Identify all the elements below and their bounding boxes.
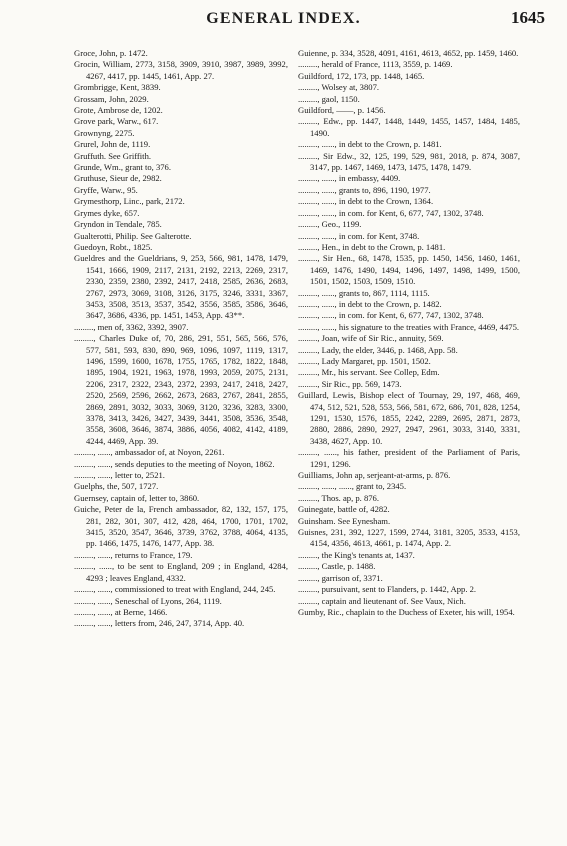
- right-index-column: [298, 48, 520, 618]
- index-entry: ........., ......, in com. for Kent, 3748.: [298, 230, 420, 241]
- index-entry: ........., Hen., in debt to the Crown, p. 1481.: [298, 241, 446, 252]
- index-entry: Guisnes, 231, 392, 1227, 1599, 2744, 3181, 3205, 3533, 4153, 4154, 4356, 4613, 4661, p. 1474, App. 2.: [298, 527, 520, 549]
- index-entry: ........., ......, commissioned to treat with England, 244, 245.: [74, 584, 276, 595]
- index-entry: ........., gaol, 1150.: [298, 93, 360, 104]
- index-entry: ........., ......, in debt to the Crown, p. 1482.: [298, 298, 442, 309]
- index-entry: Gryndon in Tendale, 785.: [74, 219, 162, 230]
- index-entry: Guernsey, captain of, letter to, 3860.: [74, 492, 200, 503]
- index-entry: Gualterotti, Philip. See Galterotte.: [74, 230, 192, 241]
- index-entry: Grossam, John, 2029.: [74, 93, 149, 104]
- index-entry: Guelphs, the, 507, 1727.: [74, 481, 159, 492]
- index-entry: ........., ......, letters from, 246, 247, 3714, App. 40.: [74, 618, 245, 629]
- index-entry: ........., Sir Ric., pp. 569, 1473.: [298, 378, 402, 389]
- index-entry: ........., ......, in debt to the Crown, 1364.: [298, 196, 434, 207]
- index-entry: ........., ......, ambassador of, at Noyon, 2261.: [74, 447, 225, 458]
- index-entry: ........., pursuivant, sent to Flanders, p. 1442, App. 2.: [298, 584, 477, 595]
- index-entry: ........., Castle, p. 1488.: [298, 561, 376, 572]
- index-entry: Grunde, Wm., grant to, 376.: [74, 162, 171, 173]
- index-entry: Gruthuse, Sieur de, 2982.: [74, 173, 162, 184]
- index-entry: ........., garrison of, 3371.: [298, 572, 383, 583]
- index-entry: ........., ......, his father, president of the Parliament of Paris, 1291, 1296.: [298, 447, 520, 469]
- index-entry: ........., Thos. ap, p. 876.: [298, 492, 380, 503]
- index-entry: Grymesthorp, Linc., park, 2172.: [74, 196, 185, 207]
- index-entry: ........., men of, 3362, 3392, 3907.: [74, 321, 189, 332]
- index-entry: ........., Sir Edw., 32, 125, 199, 529, 981, 2018, p. 874, 3087, 3147, pp. 1467, 1469, 1473, 1475, 1478, 1479.: [298, 150, 520, 173]
- index-entry: Grove park, Warw., 617.: [74, 116, 159, 127]
- index-entry: ........., ......, at Berne, 1466.: [74, 606, 168, 617]
- index-entry: Guedoyn, Robt., 1825.: [74, 241, 153, 252]
- index-entry: ........., ......, his signature to the treaties with France, 4469, 4475.: [298, 321, 520, 332]
- index-entry: Gruffuth. See Griffith.: [74, 150, 152, 161]
- index-entry: ........., Geo., 1199.: [298, 219, 362, 230]
- index-entry: ........., ......, to be sent to England, 209 ; in England, 4284, 4293 ; leaves England, 4332.: [74, 561, 288, 583]
- index-entry: Grownyng, 2275.: [74, 127, 135, 138]
- index-entry: Guinegate, battle of, 4282.: [298, 504, 390, 515]
- running-title: GENERAL INDEX.: [206, 10, 361, 27]
- index-entry: ........., ......, sends deputies to the meeting of Noyon, 1862.: [74, 458, 275, 469]
- index-entry: ........., ......, grants to, 867, 1114, 1115.: [298, 287, 430, 298]
- index-entry: Guildford, ——, p. 1456.: [298, 105, 386, 116]
- index-entry: Grocin, William, 2773, 3158, 3909, 3910, 3987, 3989, 3992, 4267, 4417, pp. 1445, 1461, App. 27.: [74, 59, 288, 81]
- index-entry: Gryffe, Warw., 95.: [74, 184, 138, 195]
- index-entry: ........., Wolsey at, 3807.: [298, 82, 380, 93]
- index-entry: Grymes dyke, 657.: [74, 207, 140, 218]
- index-entry: Guinsham. See Eynesham.: [298, 515, 391, 526]
- index-entry: Guillard, Lewis, Bishop elect of Tournay, 29, 197, 468, 469, 474, 512, 521, 528, 553, 566, 581, 672, 686, 701, 828, 1254, 1291, 1530, 1576, 1855, 2242, 2289, 2695, 2871, 2873, 2880, 2886, 2890, 2927, 2947, 2961, 3033, 3140, 3331, 3438, 4627, App. 10.: [298, 390, 520, 446]
- index-entry: Gumby, Ric., chaplain to the Duchess of Exeter, his will, 1954.: [298, 606, 515, 617]
- index-entry: ........., Joan, wife of Sir Ric., annuity, 569.: [298, 333, 444, 344]
- index-entry: Grombrigge, Kent, 3839.: [74, 82, 161, 93]
- index-entry: ........., ......, in debt to the Crown, p. 1481.: [298, 139, 442, 150]
- index-entry: ........., herald of France, 1113, 3559, p. 1469.: [298, 59, 453, 70]
- index-entry: Guilliams, John ap, serjeant-at-arms, p. 876.: [298, 470, 451, 481]
- index-entry: ........., ......, grants to, 896, 1190, 1977.: [298, 184, 431, 195]
- index-entry: ........., captain and lieutenant of. See Vaux, Nich.: [298, 595, 466, 606]
- index-entry: ........., Charles Duke of, 70, 286, 291, 551, 565, 566, 576, 577, 581, 593, 830, 890, 969, 1096, 1097, 1119, 1317, 1496, 1599, 1600, 1678, 1755, 1765, 1782, 1822, 1848, 1895, 1904, 1921, 1963, 1978, 1993, 2059, 2075, 2131, 2206, 2317, 2322, 2343, 2372, 2393, 2417, 2418, 2427, 2520, 2569, 2596, 2662, 2673, 2683, 2767, 2841, 2855, 2869, 2891, 3032, 3033, 3069, 3120, 3236, 3283, 3300, 3378, 3413, 3426, 3427, 3439, 3441, 3508, 3536, 3548, 3558, 3608, 3646, 3874, 3886, 4056, 4082, 4142, 4189, 4244, 4469, App. 39.: [74, 333, 288, 446]
- left-index-column: [74, 48, 288, 630]
- index-entry: ........., ......, ......, grant to, 2345.: [298, 481, 407, 492]
- index-entry: Grurel, John de, 1119.: [74, 139, 151, 150]
- index-entry: ........., ......, returns to France, 179.: [74, 549, 193, 560]
- index-entry: Guiche, Peter de la, French ambassador, 82, 132, 157, 175, 281, 282, 301, 307, 412, 428, 464, 1700, 1701, 1702, 3415, 3520, 3547, 3646, 3739, 3762, 3788, 4064, 4135, pp. 1466, 1475, 1476, 1477, App. 38.: [74, 504, 288, 549]
- index-entry: ........., ......, in com. for Kent, 6, 677, 747, 1302, 3748.: [298, 310, 484, 321]
- index-entry: Grote, Ambrose de, 1202.: [74, 105, 163, 116]
- index-entry: ........., Lady, the elder, 3446, p. 1468, App. 58.: [298, 344, 458, 355]
- index-entry: ........., Sir Hen., 68, 1478, 1535, pp. 1450, 1456, 1460, 1461, 1469, 1476, 1490, 1494, 1496, 1497, 1498, 1499, 1500, 1501, 1502, 1503, 1509, 1510.: [298, 253, 520, 287]
- index-entry: ........., Lady Margaret, pp. 1501, 1502.: [298, 355, 431, 366]
- index-entry: ........., the King's tenants at, 1437.: [298, 549, 415, 560]
- index-entry: Gueldres and the Gueldrians, 9, 253, 566, 981, 1478, 1479, 1541, 1666, 1909, 2117, 2131, 2192, 2213, 2269, 2317, 2330, 2359, 2380, 2392, 2417, 2418, 2585, 2636, 2683, 2767, 2973, 3069, 3108, 3126, 3175, 3246, 3331, 3367, 3453, 3508, 3513, 3537, 3542, 3556, 3585, 3586, 3646, 3647, 3686, 4336, pp. 1451, 1453, App. 43**.: [74, 253, 288, 321]
- index-entry: Guienne, p. 334, 3528, 4091, 4161, 4613, 4652, pp. 1459, 1460.: [298, 48, 519, 58]
- index-entry: ........., ......, Seneschal of Lyons, 264, 1119.: [74, 595, 222, 606]
- page-number: 1645: [511, 8, 545, 27]
- index-entry: ........., ......, letter to, 2521.: [74, 470, 165, 481]
- index-entry: Groce, John, p. 1472.: [74, 48, 148, 58]
- index-entry: ........., Edw., pp. 1447, 1448, 1449, 1455, 1457, 1484, 1485, 1490.: [298, 116, 520, 138]
- index-entry: ........., ......, in com. for Kent, 6, 677, 747, 1302, 3748.: [298, 207, 484, 218]
- index-entry: ........., ......, in embassy, 4409.: [298, 173, 401, 184]
- index-entry: Guildford, 172, 173, pp. 1448, 1465.: [298, 70, 425, 81]
- index-entry: ........., Mr., his servant. See Collep, Edm.: [298, 367, 440, 378]
